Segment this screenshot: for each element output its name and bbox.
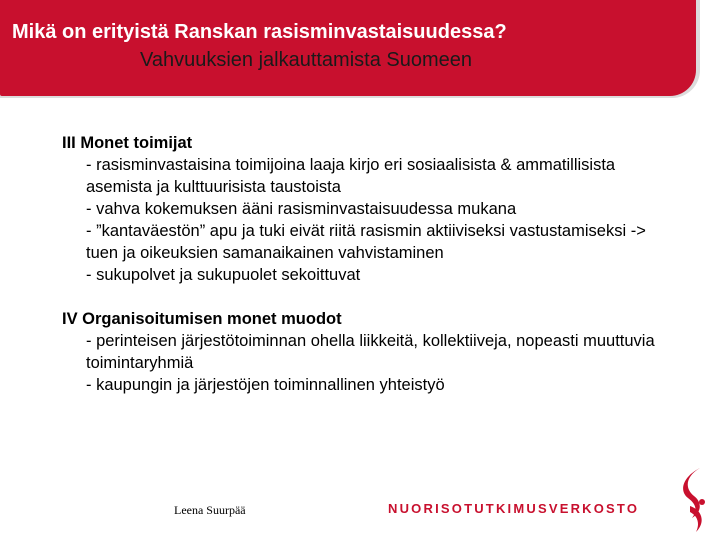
author-name: Leena Suurpää (174, 503, 246, 517)
bullet-item: - sukupolvet ja sukupuolet sekoittuvat (86, 266, 361, 284)
slide-body (62, 132, 662, 396)
nuorisotutkimusverkosto-logo-icon (676, 466, 712, 536)
bullet-item: - ”kantaväestön” apu ja tuki eivät riitä rasismin aktiiviseksi vastustamiseksi -> tuen ja oikeuksien samanaikainen vahvistaminen (86, 222, 646, 262)
section-gap (62, 286, 662, 308)
bullet-item: - perinteisen järjestötoiminnan ohella liikkeitä, kollektiiveja, nopeasti muuttuvia toimintaryhmiä (86, 332, 655, 372)
bullet-item: - rasisminvastaisina toimijoina laaja kirjo eri sosiaalisista & ammatillisista asemista ja kulttuurisista taustoista (86, 156, 616, 196)
section-heading-4: IV Organisoitumisen monet muodot (62, 310, 342, 328)
slide-title: Mikä on erityistä Ranskan rasisminvastaisuudessa? (12, 21, 507, 43)
organization-logo-text: NUORISOTUTKIMUSVERKOSTO (388, 501, 640, 516)
section-heading-3: III Monet toimijat (62, 134, 193, 152)
slide-subtitle: Vahvuuksien jalkauttamista Suomeen (139, 49, 473, 71)
bullet-item: - kaupungin ja järjestöjen toiminnallinen yhteistyö (86, 376, 445, 394)
bullet-item: - vahva kokemuksen ääni rasisminvastaisuudessa mukana (86, 200, 517, 218)
